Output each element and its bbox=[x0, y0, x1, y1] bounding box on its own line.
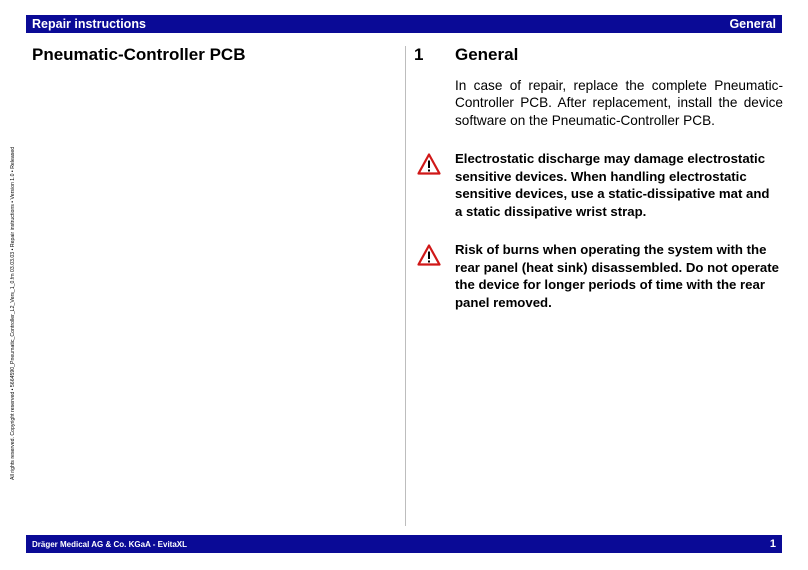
copyright-side-note: All rights reserved. Copyright reserved • 5664590_Pneumatic_Controller_L2_Vers_1_0.fm 03.03.03 • Repair instructions • Version 1.0 • Released bbox=[10, 146, 16, 480]
page-number: 1 bbox=[769, 538, 776, 550]
footer-bar bbox=[26, 535, 782, 553]
section-title: Pneumatic-Controller PCB bbox=[32, 45, 246, 64]
chapter-number: 1 bbox=[414, 45, 424, 64]
column-divider bbox=[405, 46, 406, 526]
footer-company: Dräger Medical AG & Co. KGaA - EvitaXL bbox=[32, 539, 187, 549]
warning-triangle-icon bbox=[417, 244, 441, 266]
warning-text: Electrostatic discharge may damage electrostatic sensitive devices. When handling electrostatic sensitive devices, use a static-dissipative mat and a static dissipative wrist strap. bbox=[455, 151, 770, 219]
header-bar bbox=[26, 15, 782, 33]
header-left-title: Repair instructions bbox=[32, 17, 146, 31]
chapter-title: General bbox=[455, 45, 519, 64]
repair-paragraph: In case of repair, replace the complete Pneumatic-Controller PCB. After replacement, install the device software on the Pneumatic-Controller PCB. bbox=[455, 78, 783, 128]
warning-text: Risk of burns when operating the system with the rear panel (heat sink) disassembled. Do not operate the device for longer periods of time with the rear panel removed. bbox=[455, 242, 779, 310]
warning-triangle-icon bbox=[417, 153, 441, 175]
header-right-title: General bbox=[729, 17, 776, 31]
